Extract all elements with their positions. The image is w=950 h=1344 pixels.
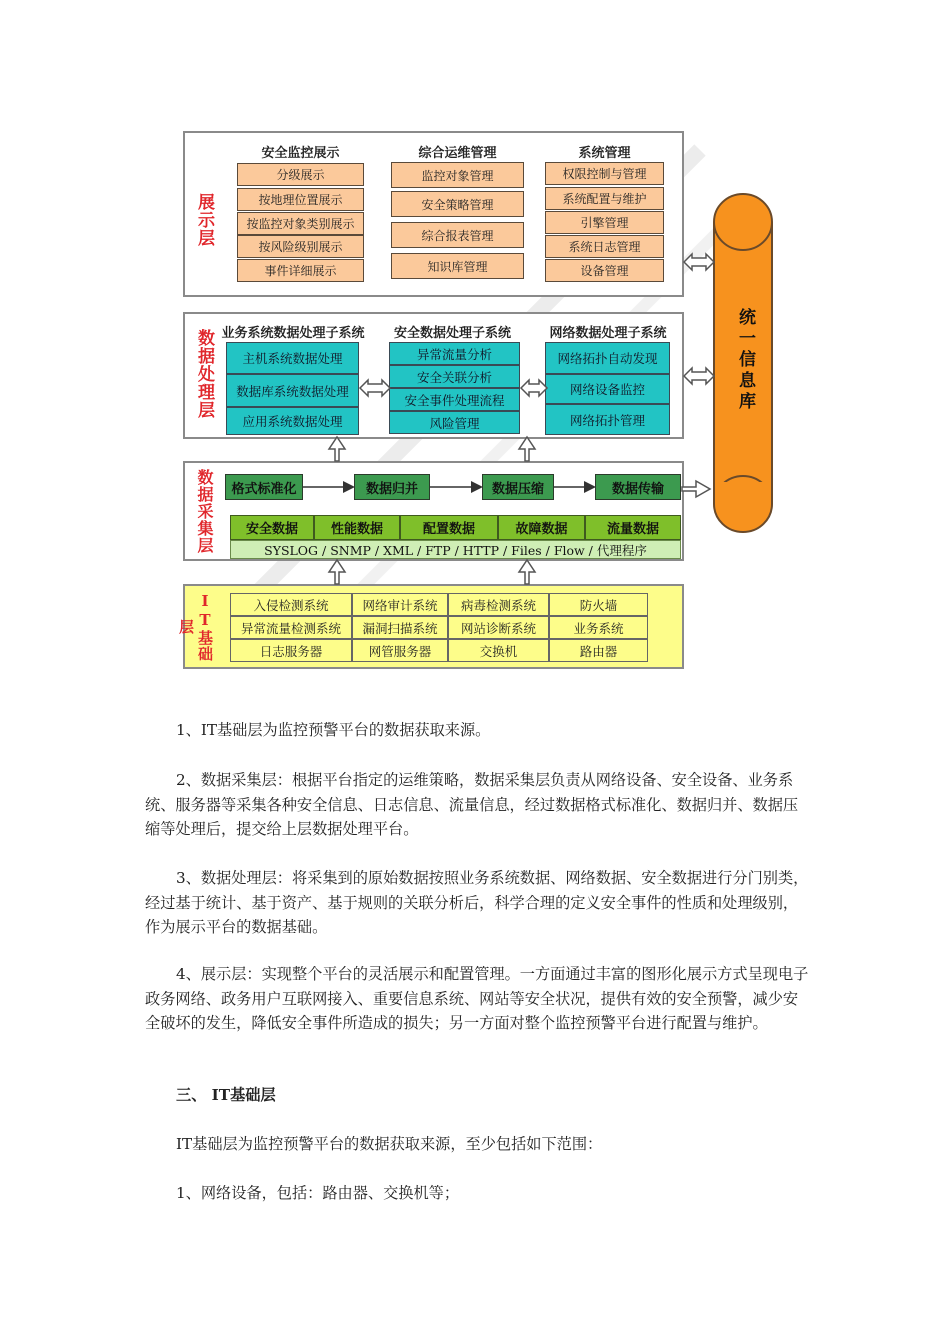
- paragraph-presentation-layer: 4、展示层：实现整个平台的灵活展示和配置管理。一方面通过丰富的图形化展示方式呈现电子政务网络、政务用户互联网接入、重要信息系统、网站等安全状况，提供有效的安全预警，减少安全破坏的发生，降低安全事件所造成的损失；另一方面对整个监控预警平台进行配置与维护。: [145, 965, 809, 1032]
- data-type-security: 安全数据: [230, 515, 314, 540]
- paragraph-it-layer-source: 1、IT基础层为监控预警平台的数据获取来源。: [176, 721, 491, 739]
- column-header-ops-management: 综合运维管理: [418, 146, 497, 161]
- data-type-traffic: 流量数据: [585, 515, 681, 540]
- item-config-maintenance: 系统配置与维护: [545, 187, 664, 210]
- item-event-process: 安全事件处理流程: [389, 388, 520, 411]
- item-device-mgmt: 设备管理: [545, 259, 664, 282]
- data-collection-layer-label: 数据采集层: [195, 468, 214, 554]
- it-firewall: 防火墙: [549, 593, 648, 616]
- it-log-server: 日志服务器: [230, 639, 352, 662]
- it-virus-detection: 病毒检测系统: [448, 593, 549, 616]
- item-database-data: 数据库系统数据处理: [226, 374, 359, 407]
- it-switch: 交换机: [448, 639, 549, 662]
- item-knowledge-base-mgmt: 知识库管理: [391, 253, 524, 279]
- item-topology-discovery: 网络拓扑自动发现: [545, 342, 670, 374]
- protocol-bar: SYSLOG / SNMP / XML / FTP / HTTP / Files / Flow / 代理程序: [230, 540, 681, 559]
- item-network-device-monitor: 网络设备监控: [545, 374, 670, 404]
- item-correlation-analysis: 安全关联分析: [389, 365, 520, 388]
- column-header-system-management: 系统管理: [578, 146, 631, 161]
- paragraph-network-devices: 1、网络设备，包括：路由器、交换机等；: [176, 1184, 460, 1202]
- item-object-class-display: 按监控对象类别展示: [237, 212, 364, 235]
- it-intrusion-detection: 入侵检测系统: [230, 593, 352, 616]
- item-risk-level-display: 按风险级别展示: [237, 235, 364, 258]
- item-host-data: 主机系统数据处理: [226, 342, 359, 374]
- item-event-detail-display: 事件详细展示: [237, 259, 364, 282]
- section-heading-it-layer: 三、 IT基础层: [176, 1086, 276, 1104]
- it-layer-label: IT基础层: [177, 592, 214, 662]
- data-type-config: 配置数据: [400, 515, 498, 540]
- it-nms-server: 网管服务器: [352, 639, 448, 662]
- it-network-audit: 网络审计系统: [352, 593, 448, 616]
- column-header-security-monitoring: 安全监控展示: [261, 146, 340, 161]
- it-business-system: 业务系统: [549, 616, 648, 639]
- item-engine-mgmt: 引擎管理: [545, 211, 664, 234]
- pipeline-format-normalize: 格式标准化: [225, 474, 303, 500]
- paragraph-data-processing-layer: 3、数据处理层：将采集到的原始数据按照业务系统数据、网络数据、安全数据进行分门别类，经过基于统计、基于资产、基于规则的关联分析后，科学合理的定义安全事件的性质和处理级别，作为展示平台的数据基础。: [145, 869, 809, 936]
- pipeline-data-compress: 数据压缩: [482, 474, 554, 500]
- item-permission-mgmt: 权限控制与管理: [545, 162, 664, 185]
- data-type-fault: 故障数据: [498, 515, 585, 540]
- item-tiered-display: 分级展示: [237, 163, 364, 186]
- paragraph-data-collection-layer: 2、数据采集层：根据平台指定的运维策略，数据采集层负责从网络设备、安全设备、业务系统、服务器等采集各种安全信息、日志信息、流量信息，经过数据格式标准化、数据归并、数据压缩等处理后，提交给上层数据处理平台。: [145, 771, 799, 838]
- it-router: 路由器: [549, 639, 648, 662]
- column-header-business-data: 业务系统数据处理子系统: [221, 326, 365, 341]
- item-monitor-object-mgmt: 监控对象管理: [391, 162, 524, 188]
- item-risk-mgmt: 风险管理: [389, 411, 520, 434]
- it-website-diagnosis: 网站诊断系统: [448, 616, 549, 639]
- database-label: 统一信息库: [735, 307, 755, 413]
- column-header-security-data: 安全数据处理子系统: [393, 326, 511, 341]
- pipeline-data-transfer: 数据传输: [595, 474, 681, 500]
- item-report-mgmt: 综合报表管理: [391, 222, 524, 248]
- paragraph-it-layer-scope: IT基础层为监控预警平台的数据获取来源，至少包括如下范围：: [176, 1135, 603, 1153]
- column-header-network-data: 网络数据处理子系统: [549, 326, 667, 341]
- item-app-data: 应用系统数据处理: [226, 407, 359, 435]
- it-vulnerability-scan: 漏洞扫描系统: [352, 616, 448, 639]
- data-type-performance: 性能数据: [314, 515, 400, 540]
- it-abnormal-traffic-detection: 异常流量检测系统: [230, 616, 352, 639]
- item-system-log-mgmt: 系统日志管理: [545, 235, 664, 258]
- item-geo-display: 按地理位置展示: [237, 188, 364, 211]
- data-processing-layer-label: 数据处理层: [194, 329, 214, 419]
- item-security-policy-mgmt: 安全策略管理: [391, 191, 524, 217]
- presentation-layer-label: 展示层: [194, 193, 214, 247]
- pipeline-data-merge: 数据归并: [354, 474, 430, 500]
- item-abnormal-traffic: 异常流量分析: [389, 342, 520, 365]
- item-topology-mgmt: 网络拓扑管理: [545, 404, 670, 435]
